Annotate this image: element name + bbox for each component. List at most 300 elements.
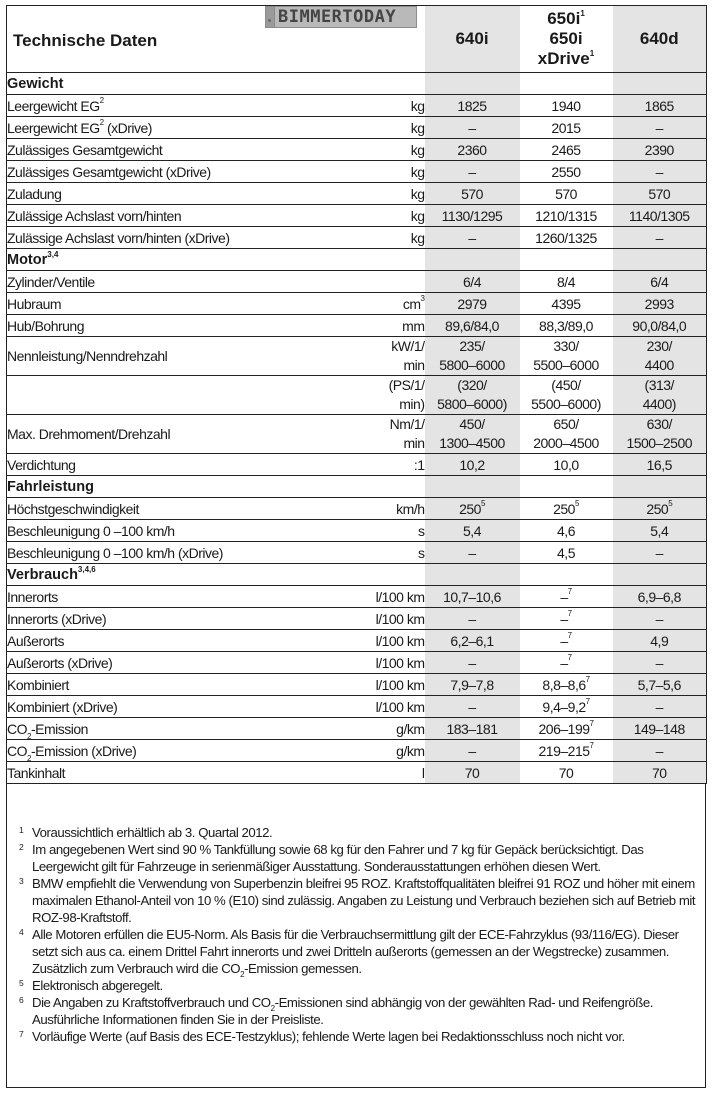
footnote-ref: 5 — [480, 498, 485, 508]
value-cell — [613, 161, 707, 183]
subscript: 2 — [27, 753, 31, 763]
value-cell — [520, 271, 613, 293]
value-text: 570 — [555, 185, 577, 202]
footnote-text: Elektronisch abgeregelt. — [32, 978, 163, 993]
value-text: – — [560, 588, 568, 605]
unit — [327, 696, 425, 718]
value-cell — [425, 376, 520, 415]
footnote-ref: 7 — [585, 696, 590, 706]
table-row — [7, 696, 707, 718]
value-cell — [425, 271, 520, 293]
row-label — [7, 498, 327, 520]
value-text: – — [468, 229, 476, 246]
value-text: 8/4 — [557, 273, 575, 290]
value-cell — [613, 674, 707, 696]
section-heading — [7, 564, 327, 586]
value-cell — [613, 205, 707, 227]
value-text: – — [468, 119, 476, 136]
unit-text: kg — [410, 119, 425, 136]
row-label — [7, 520, 327, 542]
value-cell — [425, 520, 520, 542]
value-cell — [520, 139, 613, 161]
value-cell — [425, 674, 520, 696]
row-label — [7, 315, 327, 337]
value-cell — [613, 376, 707, 415]
label-suffix: -Emission (xDrive) — [30, 742, 137, 759]
value-cell — [613, 415, 707, 454]
value-line: 230/ — [646, 338, 672, 354]
value-text: – — [468, 610, 476, 627]
table-row — [7, 227, 707, 249]
value-cell — [520, 376, 613, 415]
row-label — [7, 227, 327, 249]
footnote-ref: 7 — [585, 674, 590, 684]
value-text: 250 — [459, 500, 481, 517]
footnote-ref: 7 — [567, 630, 572, 640]
value-text: 1940 — [551, 97, 581, 114]
section-row — [7, 476, 707, 498]
value-text: 1140/1305 — [628, 207, 690, 224]
value-text: 90,0/84,0 — [632, 317, 687, 334]
value-text: 88,3/89,0 — [539, 317, 593, 334]
value-cell — [425, 762, 520, 784]
unit-text: mm — [402, 317, 425, 334]
value-line: (313/ — [644, 377, 674, 393]
table-row — [7, 608, 707, 630]
label-text: Höchstgeschwindigkeit — [7, 500, 139, 517]
value-text: 1825 — [457, 97, 487, 114]
footnote-ref: 2 — [99, 95, 104, 105]
value-cell — [520, 117, 613, 139]
value-text: – — [655, 610, 663, 627]
value-line: (450/ — [551, 377, 581, 393]
label-text: Nennleistung/Nenndrehzahl — [7, 347, 168, 364]
row-label — [7, 696, 327, 718]
value-cell — [520, 542, 613, 564]
row-label — [7, 205, 327, 227]
label-text: CO — [7, 720, 27, 737]
value-text: 7,9–7,8 — [450, 676, 494, 693]
label-text: Beschleunigung 0 –100 km/h (xDrive) — [7, 544, 223, 561]
unit — [327, 476, 425, 498]
value-cell — [613, 249, 707, 271]
value-cell — [613, 454, 707, 476]
value-text: 2550 — [551, 163, 581, 180]
model-name: 640i — [455, 29, 489, 48]
unit — [327, 630, 425, 652]
footnote-text: Voraussichtlich erhältlich ab 3. Quartal 2012. — [32, 825, 273, 840]
unit — [327, 139, 425, 161]
row-label — [7, 415, 327, 454]
value-cell — [520, 476, 613, 498]
value-text: 5,7–5,6 — [637, 676, 681, 693]
value-cell — [613, 542, 707, 564]
value-cell — [520, 740, 613, 762]
model-name: xDrive — [537, 49, 590, 68]
label-text: Hubraum — [7, 295, 62, 312]
value-text: 70 — [651, 764, 667, 781]
value-cell — [613, 498, 707, 520]
unit — [327, 542, 425, 564]
value-text: – — [655, 229, 663, 246]
value-line: 235/ — [459, 338, 485, 354]
value-cell — [520, 696, 613, 718]
label-text: Außerorts (xDrive) — [7, 654, 113, 671]
row-label — [7, 454, 327, 476]
footnote-number: 4 — [19, 927, 24, 937]
value-cell — [613, 718, 707, 740]
row-label — [7, 630, 327, 652]
value-cell — [425, 117, 520, 139]
value-text: – — [655, 742, 663, 759]
value-text: 183–181 — [446, 720, 498, 737]
plate-eu-strip-icon — [266, 7, 275, 27]
label-text: Leergewicht EG — [7, 119, 100, 136]
unit — [327, 718, 425, 740]
value-cell — [613, 117, 707, 139]
table-row — [7, 117, 707, 139]
label-suffix: -Emission — [30, 720, 88, 737]
table-row — [7, 652, 707, 674]
label-text: Zulässiges Gesamtgewicht (xDrive) — [7, 163, 211, 180]
label-text: Kombiniert (xDrive) — [7, 698, 118, 715]
footnote — [19, 1028, 697, 1045]
unit — [327, 564, 425, 586]
table-row — [7, 315, 707, 337]
unit-text: s — [418, 544, 425, 561]
unit-text: km/h — [396, 500, 425, 517]
table-row — [7, 415, 707, 454]
value-cell — [425, 608, 520, 630]
value-line: 2000–4500 — [533, 435, 599, 451]
unit-line: (PS/1/ — [388, 377, 425, 393]
value-line: 5500–6000 — [533, 357, 599, 373]
value-cell — [425, 652, 520, 674]
unit-exponent: 3 — [420, 293, 425, 303]
model-header-640i — [425, 6, 520, 73]
footnote-ref: 5 — [668, 498, 673, 508]
value-line: 5800–6000) — [437, 396, 507, 412]
row-label — [7, 608, 327, 630]
unit — [327, 183, 425, 205]
row-label — [7, 652, 327, 674]
value-text: 4,5 — [557, 544, 575, 561]
value-text: – — [468, 654, 476, 671]
value-text: 570 — [648, 185, 671, 202]
model-name: 650i — [549, 29, 583, 48]
unit-text: :1 — [413, 456, 425, 473]
value-text: – — [468, 698, 476, 715]
value-line: (320/ — [457, 377, 487, 393]
table-title: Technische Daten — [7, 6, 327, 73]
table-row — [7, 454, 707, 476]
footnote — [19, 977, 697, 994]
value-cell — [425, 740, 520, 762]
value-line: 450/ — [459, 416, 485, 432]
value-text: – — [468, 163, 476, 180]
table-row — [7, 293, 707, 315]
value-cell — [425, 205, 520, 227]
value-text: 6,9–6,8 — [637, 588, 681, 605]
value-cell — [425, 630, 520, 652]
section-row — [7, 564, 707, 586]
unit-line: kW/1/ — [391, 338, 425, 354]
value-text: – — [468, 544, 476, 561]
table-row — [7, 718, 707, 740]
value-cell — [613, 271, 707, 293]
value-cell — [425, 542, 520, 564]
value-cell — [613, 696, 707, 718]
value-cell — [613, 315, 707, 337]
label-text: Innerorts (xDrive) — [7, 610, 107, 627]
footnote-ref: 5 — [574, 498, 579, 508]
value-cell — [520, 454, 613, 476]
row-label — [7, 293, 327, 315]
value-cell — [520, 205, 613, 227]
value-text: 6/4 — [463, 273, 481, 290]
value-text: 10,0 — [553, 456, 579, 473]
model-name-line — [425, 29, 520, 49]
value-cell — [520, 652, 613, 674]
label-text: CO — [7, 742, 27, 759]
unit-text: l/100 km — [375, 676, 425, 693]
label-text: Fahrleistung — [7, 478, 95, 495]
unit — [327, 652, 425, 674]
row-label — [7, 161, 327, 183]
value-text: – — [655, 654, 663, 671]
value-cell — [613, 586, 707, 608]
footnote — [19, 824, 697, 841]
value-cell — [425, 315, 520, 337]
unit-line: Nm/1/ — [389, 416, 425, 432]
label-text: Hub/Bohrung — [7, 317, 85, 334]
value-cell — [425, 249, 520, 271]
value-cell — [425, 293, 520, 315]
footnote-ref: 7 — [589, 740, 594, 750]
unit — [327, 315, 425, 337]
value-text: – — [560, 632, 568, 649]
model-name-line — [520, 29, 613, 49]
value-text: 2390 — [644, 141, 674, 158]
unit-text: g/km — [396, 742, 425, 759]
value-text: 2465 — [551, 141, 581, 158]
unit — [327, 586, 425, 608]
value-text: 2993 — [644, 295, 674, 312]
value-cell — [520, 293, 613, 315]
value-text: 9,4–9,2 — [542, 698, 586, 715]
model-name-line — [520, 49, 613, 69]
value-cell — [520, 674, 613, 696]
watermark-text: BIMMERTODAY — [278, 7, 397, 27]
value-cell — [613, 183, 707, 205]
table-row — [7, 139, 707, 161]
value-cell — [520, 73, 613, 95]
value-line: 5500–6000) — [531, 396, 601, 412]
row-label — [7, 95, 327, 117]
footnote-ref: 1 — [589, 49, 595, 58]
value-cell — [425, 73, 520, 95]
unit — [327, 293, 425, 315]
model-name-line — [520, 9, 613, 29]
label-text: Verdichtung — [7, 456, 76, 473]
unit — [327, 205, 425, 227]
model-name: 640d — [639, 29, 679, 48]
footnote-text: Die Angaben zu Kraftstoffverbrauch und CO — [32, 995, 271, 1010]
value-text: 6/4 — [650, 273, 669, 290]
value-cell — [613, 608, 707, 630]
value-cell — [425, 161, 520, 183]
unit-text: kg — [410, 141, 425, 158]
unit-line: min) — [399, 396, 425, 412]
unit — [327, 415, 425, 454]
section-heading — [7, 249, 327, 271]
footnote-number: 6 — [19, 995, 24, 1005]
value-cell — [613, 293, 707, 315]
label-text: Zulässige Achslast vorn/hinten (xDrive) — [7, 229, 230, 246]
unit — [327, 498, 425, 520]
footnote — [19, 926, 697, 977]
value-text: 2979 — [457, 295, 487, 312]
table-row — [7, 95, 707, 117]
label-text: Kombiniert — [7, 676, 69, 693]
label-text: Zylinder/Ventile — [7, 273, 95, 290]
value-cell — [425, 415, 520, 454]
unit — [327, 740, 425, 762]
value-line: 650/ — [553, 416, 579, 432]
row-label — [7, 718, 327, 740]
footnotes — [6, 784, 706, 1088]
value-line: 1300–4500 — [439, 435, 505, 451]
section-row — [7, 249, 707, 271]
label-text: Leergewicht EG — [7, 97, 100, 114]
value-text: – — [655, 119, 663, 136]
table-row — [7, 520, 707, 542]
value-cell — [425, 586, 520, 608]
value-cell — [520, 315, 613, 337]
value-cell — [613, 652, 707, 674]
value-cell — [425, 139, 520, 161]
value-cell — [613, 564, 707, 586]
footnote-number: 2 — [19, 842, 24, 852]
subscript: 2 — [270, 1004, 275, 1013]
value-text: – — [655, 698, 663, 715]
model-header-640d — [613, 6, 707, 73]
row-label — [7, 117, 327, 139]
unit — [327, 161, 425, 183]
value-text: 2360 — [457, 141, 487, 158]
row-label — [7, 376, 327, 415]
value-text: 4,9 — [650, 632, 669, 649]
value-cell — [520, 337, 613, 376]
footnote-number: 5 — [19, 978, 24, 988]
unit — [327, 608, 425, 630]
table-row — [7, 498, 707, 520]
value-text: 6,2–6,1 — [450, 632, 494, 649]
unit — [327, 762, 425, 784]
value-text: 570 — [461, 185, 483, 202]
unit-text: l — [421, 764, 425, 781]
value-text: 70 — [464, 764, 480, 781]
footnote-text: Im angegebenen Wert sind 90 % Tankfüllung sowie 68 kg für den Fahrer und 7 kg für Gepäck berücksichtigt. Das Leergewicht gilt für Fahrzeuge in serienmäßiger Ausstattung. Sonderausstattungen erhöhen diesen Wert. — [32, 842, 644, 874]
value-cell — [520, 630, 613, 652]
value-cell — [613, 762, 707, 784]
value-text: 4395 — [551, 295, 581, 312]
unit-text: kg — [410, 207, 425, 224]
value-text: 4,6 — [557, 522, 575, 539]
label-suffix: (xDrive) — [103, 119, 152, 136]
row-label — [7, 183, 327, 205]
value-cell — [425, 95, 520, 117]
value-cell — [613, 630, 707, 652]
value-text: 10,7–10,6 — [443, 588, 501, 605]
value-cell — [425, 227, 520, 249]
footnote-text: -Emission gemessen. — [244, 961, 362, 976]
value-cell — [520, 718, 613, 740]
value-line: 630/ — [646, 416, 672, 432]
footnote-text: Vorläufige Werte (auf Basis des ECE-Testzyklus); fehlende Werte lagen bei Redaktionsschluss noch nicht vor. — [32, 1029, 625, 1044]
value-cell — [520, 564, 613, 586]
subscript: 2 — [240, 970, 245, 979]
value-text: 5,4 — [650, 522, 669, 539]
unit-text: l/100 km — [375, 698, 425, 715]
value-text: – — [468, 742, 476, 759]
value-text: 250 — [646, 500, 669, 517]
value-text: 250 — [553, 500, 575, 517]
unit-text: l/100 km — [375, 632, 425, 649]
value-text: 89,6/84,0 — [445, 317, 499, 334]
unit-text: l/100 km — [375, 588, 425, 605]
value-text: 149–148 — [633, 720, 685, 737]
value-cell — [520, 95, 613, 117]
spec-table — [6, 5, 707, 784]
unit-text: kg — [410, 163, 425, 180]
footnote — [19, 875, 697, 926]
unit — [327, 227, 425, 249]
footnote — [19, 841, 697, 875]
row-label — [7, 337, 327, 376]
footnote-ref: 3,4,6 — [77, 564, 96, 574]
unit — [327, 117, 425, 139]
table-row — [7, 740, 707, 762]
footnote-ref: 3,4 — [47, 249, 59, 259]
value-cell — [425, 337, 520, 376]
value-text: 1130/1295 — [441, 207, 503, 224]
label-text: Zulässige Achslast vorn/hinten — [7, 207, 182, 224]
value-text: 10,2 — [459, 456, 485, 473]
value-text: 1210/1315 — [535, 207, 597, 224]
value-cell — [520, 249, 613, 271]
value-cell — [425, 718, 520, 740]
label-text: Innerorts — [7, 588, 58, 605]
value-text: 5,4 — [463, 522, 481, 539]
value-cell — [425, 564, 520, 586]
value-text: 206–199 — [538, 720, 590, 737]
value-cell — [613, 73, 707, 95]
footnote-ref: 7 — [567, 608, 572, 618]
value-cell — [425, 476, 520, 498]
value-text: 8,8–8,6 — [542, 676, 586, 693]
unit — [327, 249, 425, 271]
value-cell — [520, 161, 613, 183]
section-row — [7, 73, 707, 95]
unit-text: kg — [410, 97, 425, 114]
value-cell — [613, 476, 707, 498]
unit-text: kg — [410, 229, 425, 246]
row-label — [7, 271, 327, 293]
footnote-number: 3 — [19, 876, 24, 886]
table-row — [7, 205, 707, 227]
table-row — [7, 762, 707, 784]
